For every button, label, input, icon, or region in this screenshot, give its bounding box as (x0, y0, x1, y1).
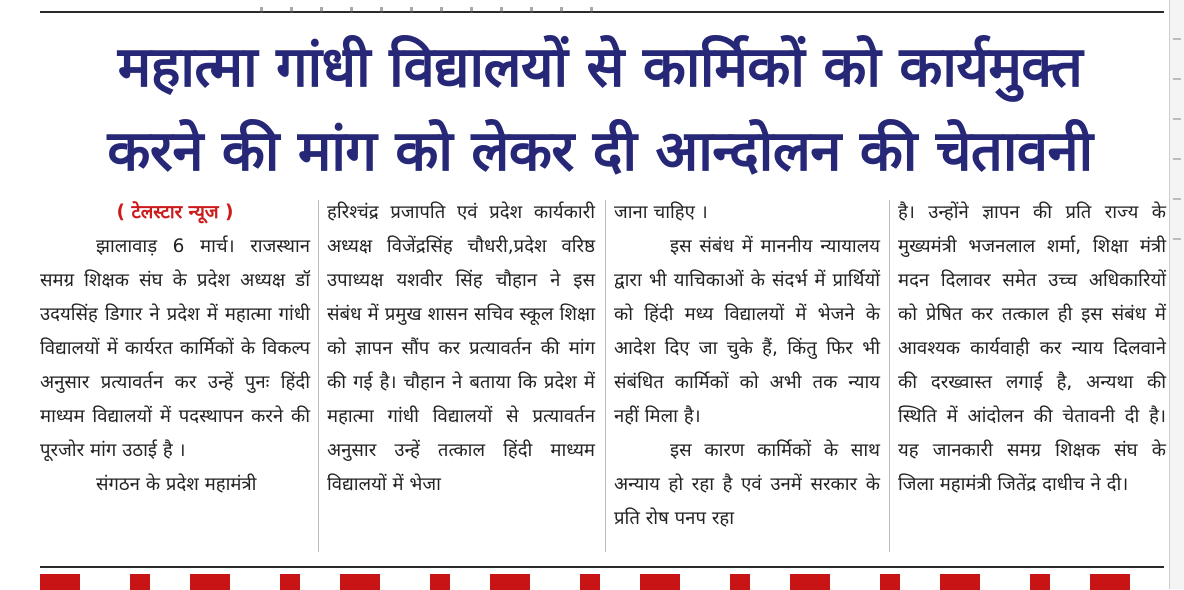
article-column-1 (40, 196, 310, 502)
paragraph: हरिश्चंद्र प्रजापति एवं प्रदेश कार्यकारी अध्यक्ष विजेंद्रसिंह चौधरी,प्रदेश वरिष्ठ उपाध्यक्ष यशवीर सिंह चौहान ने इस संबंध में प्रमुख शासन सचिव स्कूल शिक्षा को ज्ञापन सौंप कर प्रत्यावर्तन की मांग की गई है। चौहान ने बताया कि प्रदेश में महात्मा गांधी विद्यालयों से प्रत्यावर्तन अनुसार उन्हें तत्काल हिंदी माध्यम विद्यालयों में भेजा (327, 202, 595, 495)
article-column-3 (614, 196, 880, 536)
next-headline-fragment (40, 574, 1140, 590)
column-divider (318, 200, 319, 552)
bottom-rule (40, 566, 1164, 568)
paragraph: इस संबंध में माननीय न्यायालय द्वारा भी याचिकाओं के संदर्भ में प्रार्थियों को हिंदी मध्य विद्यालयों में भेजने के आदेश दिए जा चुके हैं, किंतु फिर भी संबंधित कार्मिकों को अभी तक न्याय नहीं मिला है। (614, 236, 880, 427)
page-edge-strip (1169, 0, 1184, 589)
paragraph: झालावाड़ 6 मार्च। राजस्थान समग्र शिक्षक संघ के प्रदेश अध्यक्ष डॉ उदयसिंह डिगार ने प्रदेश में महात्मा गांधी विद्यालयों में कार्यरत कार्मिकों के विकल्प अनुसार प्रत्यावर्तन कर उन्हें पुनः हिंदी माध्यम विद्यालयों में पदस्थापन करने की पूरजोर मांग उठाई है । (40, 236, 310, 461)
column-divider (605, 200, 606, 552)
paragraph: जाना चाहिए । (614, 202, 708, 223)
article-column-4 (898, 196, 1166, 502)
paragraph: संगठन के प्रदेश महामंत्री (96, 474, 257, 495)
byline: ( टेलस्टार न्यूज ) (116, 202, 234, 223)
previous-article-fragment (260, 7, 620, 13)
headline-line-2: करने की मांग को लेकर दी आन्दोलन की चेतावनी (107, 119, 1093, 184)
paragraph: इस कारण कार्मिकों के साथ अन्याय हो रहा है एवं उनमें सरकार के प्रति रोष पनप रहा (614, 440, 880, 529)
headline-line-1: महात्मा गांधी विद्यालयों से कार्मिकों को कार्यमुक्त (117, 35, 1083, 100)
article-column-2 (327, 196, 595, 502)
paragraph: है। उन्होंने ज्ञापन की प्रति राज्य के मुख्यमंत्री भजनलाल शर्मा, शिक्षा मंत्री मदन दिलावर समेत उच्च अधिकारियों को प्रेषित कर तत्काल ही इस संबंध में आवश्यक कार्यवाही कर न्याय दिलवाने की दरख्वास्त लगाई है, अन्यथा की स्थिति में आंदोलन की चेतावनी दी है। यह जानकारी समग्र शिक्षक संघ के जिला महामंत्री जितेंद्र दाधीच ने दी। (898, 202, 1166, 495)
column-divider (889, 200, 890, 552)
top-rule (40, 11, 1164, 13)
